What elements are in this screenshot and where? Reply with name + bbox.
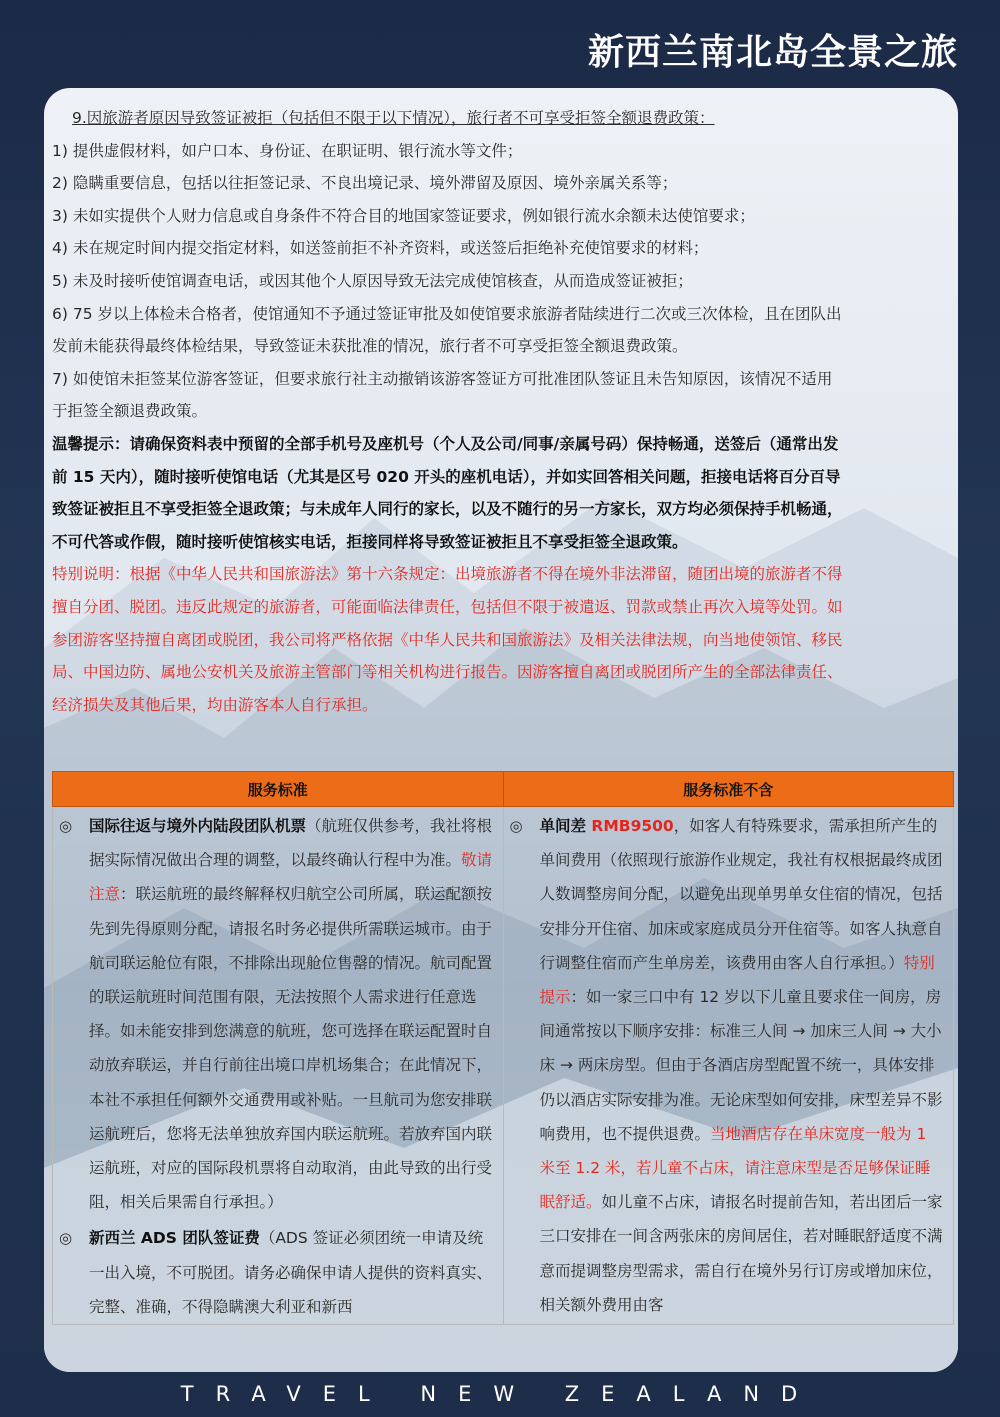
notice-label: 敬请注意 (89, 851, 493, 904)
visa-item: 6) 75 岁以上体检未合格者，使馆通知不予通过签证审批及如使馆要求旅游者陆续进行二次或三次体检，且在团队出 (52, 304, 842, 323)
visa-item: 1) 提供虚假材料，如户口本、身份证、在职证明、银行流水等文件； (52, 141, 523, 160)
page-title: 新西兰南北岛全景之旅 (587, 31, 958, 73)
visa-item: 4) 未在规定时间内提交指定材料，如送签前拒不补齐资料，或送签后拒绝补充使馆要求的材料； (52, 239, 709, 258)
visa-policy-section (52, 102, 952, 721)
item-text: （ADS 签证必须团统一申请及统一出入境，不可脱团。请务必确保申请人提供的资料真实、完整、准确，不得隐瞒澳大利亚和新西 (89, 1229, 493, 1316)
special-note-line: 特别说明：根据《中华人民共和国旅游法》第十六条规定：出境旅游者不得在境外非法滞留，随团出境的旅游者不得 (52, 565, 843, 584)
price-value: RMB9500 (591, 817, 674, 835)
footer-tagline: TRAVEL NEW ZEALAND (180, 1382, 820, 1406)
bullet-icon: ◎ (59, 1229, 73, 1248)
visa-item: 7) 如使馆未拒签某位游客签证，但要求旅行社主动撤销该游客签证方可批准团队签证且未告知原因，该情况不适用 (52, 369, 833, 388)
bed-width-warning: 当地酒店存在单床宽度一般为 1 米至 1.2 米，若儿童不占床，请注意床型是否足够保证睡眠舒适。 (539, 1124, 931, 1212)
special-note-line: 擅自分团、脱团。违反此规定的旅游者，可能面临法律责任，包括但不限于被遣返、罚款或禁止再次入境等处罚。如 (52, 597, 843, 616)
item-text: ：联运航班的最终解释权归航空公司所属，联运配额按先到先得原则分配，请报名时务必提供所需联运城市。由于航司联运舱位有限，不排除出现舱位售罄的情况。航司配置的联运航班时间范围有限，无法按照个人需求进行任意选择。如未能安排到您满意的航班，您可选择在联运配置时自动放弃联运，并自行前往出境口岸机场集合；在此情况下，本社不承担任何额外交通费用或补贴。一旦航司为您安排联运航班后，您将无法单独放弃国内联运航班。若放弃国内联运航班，对应的国际段机票将自动取消，由此导致的出行受阻，相关后果需自行承担。） (89, 885, 493, 1212)
item-title: 新西兰 ADS 团队签证费 (89, 1229, 260, 1248)
special-note-line: 参团游客坚持擅自离团或脱团，我公司将严格依据《中华人民共和国旅游法》及相关法律法规，向当地使领馆、移民 (52, 630, 843, 649)
special-tip-label: 特别提示 (539, 953, 935, 1007)
included-item-flights (53, 807, 503, 1219)
warm-tip-line: 温馨提示：请确保资料表中预留的全部手机号及座机号（个人及公司/同事/亲属号码）保持畅通，送签后（通常出发 (52, 434, 839, 453)
bullet-icon: ◎ (509, 817, 523, 835)
bullet-icon: ◎ (59, 817, 73, 835)
special-note-line: 经济损失及其他后果，均由游客本人自行承担。 (52, 695, 378, 714)
visa-item: 2) 隐瞒重要信息，包括以往拒签记录、不良出境记录、境外滞留及原因、境外亲属关系等； (52, 174, 678, 193)
service-table (52, 771, 954, 1325)
visa-item: 5) 未及时接听使馆调查电话，或因其他个人原因导致无法完成使馆核查，从而造成签证被拒； (52, 271, 693, 290)
excluded-column (503, 807, 954, 1325)
warm-tip-line: 前 15 天内），随时接听使馆电话（尤其是区号 020 开头的座机电话），并如实回答相关问题，拒接电话将百分百导 (52, 467, 841, 486)
item-text: ：如一家三口中有 12 岁以下儿童且要求住一间房，房间通常按以下顺序安排：标准三人间 → 加床三人间 → 大小床 → 两床房型。但由于各酒店房型配置不统一，具体安排仍以酒店实际安排为准。无论床型如何安排，床型差异不影响费用，也不提供退费。 (539, 988, 943, 1143)
visa-item: 发前未能获得最终体检结果，导致签证未获批准的情况，旅行者不可享受拒签全额退费政策。 (52, 337, 688, 356)
visa-item: 3) 未如实提供个人财力信息或自身条件不符合目的地国家签证要求，例如银行流水余额未达使馆要求； (52, 206, 755, 225)
excluded-header: 服务标准不含 (503, 772, 954, 807)
included-header: 服务标准 (53, 772, 504, 807)
content-panel (44, 88, 958, 1372)
item-text: （航班仅供参考，我社将根据实际情况做出合理的调整，以最终确认行程中为准。 (89, 817, 493, 870)
item-text: 如儿童不占床，请报名时提前告知，若出团后一家三口安排在一间含两张床的房间居住，若对睡眠舒适度不满意而提调整房型需求，需自行在境外另行订房或增加床位，相关额外费用由客 (539, 1193, 943, 1314)
item-text: ，如客人有特殊要求，需承担所产生的单间费用（依照现行旅游作业规定，我社有权根据最终成团人数调整房间分配，以避免出现单男单女住宿的情况，包括安排分开住宿、加床或家庭成员分开住宿等。如客人执意自行调整住宿而产生单房差，该费用由客人自行承担。） (539, 817, 943, 972)
item-title: 单间差 (539, 817, 592, 835)
warm-tip-line: 不可代答或作假，随时接听使馆核实电话，拒接同样将导致签证被拒且不享受拒签全退政策。 (52, 532, 688, 551)
excluded-item-single-supplement (504, 807, 954, 1322)
visa-item: 于拒签全额退费政策。 (52, 402, 208, 421)
included-column (53, 807, 504, 1325)
special-note-line: 局、中国边防、属地公安机关及旅游主管部门等相关机构进行报告。因游客擅自离团或脱团所产生的全部法律责任、 (52, 663, 843, 682)
included-item-visa-fee (53, 1219, 503, 1324)
item-title: 国际往返与境外内陆段团队机票 (89, 817, 307, 835)
visa-refusal-title: 9.因旅游者原因导致签证被拒（包括但不限于以下情况），旅行者不可享受拒签全额退费政策： (72, 109, 715, 127)
warm-tip-line: 致签证被拒且不享受拒签全退政策；与未成年人同行的家长，以及不随行的另一方家长，双方均必须保持手机畅通， (52, 500, 843, 519)
